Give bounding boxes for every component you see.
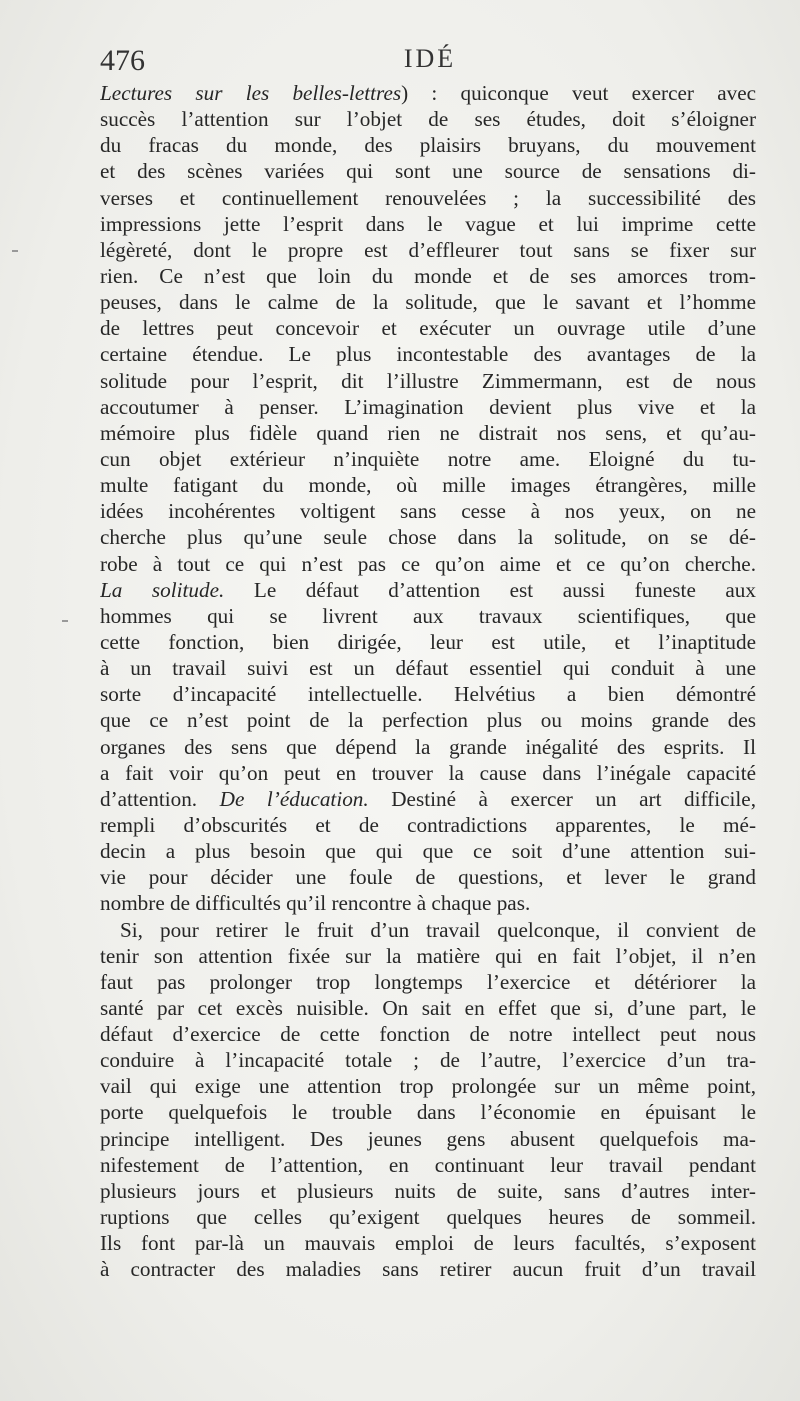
- text-line: [100, 106, 756, 132]
- text-line: [100, 446, 756, 472]
- italic-citation: De l’éducation.: [219, 786, 369, 811]
- text-segment: d’attention.: [100, 786, 220, 811]
- text-line: [100, 995, 756, 1021]
- text-segment: vail qui exige une attention trop prolongée sur un même point,: [100, 1074, 756, 1099]
- text-line: [100, 420, 756, 446]
- text-line: [100, 1256, 756, 1282]
- text-line: [100, 368, 756, 394]
- text-segment: nifestement de l’attention, en continuant leur travail pendant: [100, 1152, 756, 1177]
- text-segment: Ils font par-là un mauvais emploi de leurs facultés, s’exposent: [100, 1231, 756, 1256]
- text-segment: légèreté, dont le propre est d’effleurer tout sans se fixer sur: [100, 237, 756, 262]
- text-line: [100, 263, 756, 289]
- text-line: [100, 838, 756, 864]
- text-line: [100, 969, 756, 995]
- text-line: [100, 80, 756, 106]
- text-segment: organes des sens que dépend la grande inégalité des esprits. Il: [100, 734, 756, 759]
- text-segment: hommes qui se livrent aux travaux scientifiques, que: [100, 603, 756, 628]
- text-line: [100, 734, 756, 760]
- text-line: [100, 707, 756, 733]
- text-line: [100, 394, 756, 420]
- text-segment: à un travail suivi est un défaut essentiel qui conduit à une: [100, 656, 756, 681]
- text-line: [100, 812, 756, 838]
- italic-citation: Lectures sur les belles-lettres: [100, 81, 402, 105]
- text-segment: que ce n’est point de la perfection plus ou moins grande des: [100, 708, 756, 733]
- text-segment: défaut d’exercice de cette fonction de notre intellect peut nous: [100, 1022, 756, 1047]
- text-line: [100, 498, 756, 524]
- text-segment: solitude pour l’esprit, dit l’illustre Zimmermann, est de nous: [100, 368, 756, 393]
- text-segment: mémoire plus fidèle quand rien ne distrait nos sens, et qu’au-: [100, 420, 756, 445]
- text-segment: ruptions que celles qu’exigent quelques heures de sommeil.: [100, 1205, 756, 1230]
- text-segment: porte quelquefois le trouble dans l’économie en épuisant le: [100, 1100, 756, 1125]
- text-segment: sorte d’incapacité intellectuelle. Helvétius a bien démontré: [100, 682, 756, 707]
- text-segment: plusieurs jours et plusieurs nuits de suite, sans d’autres inter-: [100, 1178, 756, 1203]
- text-segment: impressions jette l’esprit dans le vague et lui imprime cette: [100, 211, 756, 236]
- text-line: [100, 1021, 756, 1047]
- text-segment: cette fonction, bien dirigée, leur est utile, et l’inaptitude: [100, 629, 756, 654]
- text-line: [100, 890, 756, 916]
- text-segment: Si, pour retirer le fruit d’un travail quelconque, il convient de: [120, 917, 756, 942]
- text-segment: du fracas du monde, des plaisirs bruyans, du mouvement: [100, 133, 756, 158]
- text-line: [100, 917, 756, 943]
- running-head: IDÉ: [403, 44, 457, 73]
- text-line: [100, 341, 756, 367]
- text-line: [100, 629, 756, 655]
- text-segment: succès l’attention sur l’objet de ses études, doit s’éloigner: [100, 107, 756, 132]
- text-segment: tenir son attention fixée sur la matière qui en fait l’objet, il n’en: [100, 943, 756, 968]
- text-line: [100, 577, 756, 603]
- text-segment: principe intelligent. Des jeunes gens abusent quelquefois ma-: [100, 1126, 756, 1151]
- text-line: [100, 1126, 756, 1152]
- text-line: [100, 211, 756, 237]
- text-line: [100, 158, 756, 184]
- body-text: [100, 80, 756, 1282]
- text-segment: santé par cet excès nuisible. On sait en effet que si, d’une part, le: [100, 995, 756, 1020]
- text-segment: rempli d’obscurités et de contradictions apparentes, le mé-: [100, 812, 756, 837]
- text-segment: Le défaut d’attention est aussi funeste aux: [224, 577, 756, 602]
- text-line: [100, 472, 756, 498]
- text-line: [100, 315, 756, 341]
- text-segment: à contracter des maladies sans retirer aucun fruit d’un travail: [100, 1257, 756, 1282]
- text-line: [100, 524, 756, 550]
- text-line: [100, 1230, 756, 1256]
- text-line: [100, 943, 756, 969]
- text-segment: Destiné à exercer un art difficile,: [368, 786, 756, 811]
- text-line: [100, 603, 756, 629]
- text-line: [100, 1099, 756, 1125]
- text-line: [100, 1073, 756, 1099]
- text-segment: a fait voir qu’on peut en trouver la cause dans l’inégale capacité: [100, 760, 756, 785]
- text-segment: decin a plus besoin que qui que ce soit d’une attention sui-: [100, 839, 756, 864]
- text-line: [100, 1152, 756, 1178]
- text-line: [100, 1047, 756, 1073]
- text-line: [100, 185, 756, 211]
- text-line: [100, 237, 756, 263]
- text-line: [100, 551, 756, 577]
- page-header: [100, 44, 760, 84]
- italic-citation: La solitude.: [100, 577, 225, 602]
- margin-mark: [62, 620, 68, 622]
- text-segment: certaine étendue. Le plus incontestable des avantages de la: [100, 342, 756, 367]
- text-segment: peuses, dans le calme de la solitude, que le savant et l’homme: [100, 290, 756, 315]
- margin-mark: [12, 250, 18, 252]
- text-line: [100, 1204, 756, 1230]
- text-segment: cherche plus qu’une seule chose dans la solitude, on se dé-: [100, 525, 756, 550]
- text-line: [100, 1178, 756, 1204]
- text-segment: multe fatigant du monde, où mille images étrangères, mille: [100, 473, 756, 498]
- text-line: [100, 132, 756, 158]
- text-line: [100, 655, 756, 681]
- text-segment: robe à tout ce qui n’est pas ce qu’on aime et ce qu’on cherche.: [100, 551, 756, 576]
- text-segment: de lettres peut concevoir et exécuter un ouvrage utile d’une: [100, 316, 756, 341]
- text-segment: et des scènes variées qui sont une source de sensations di-: [100, 159, 756, 184]
- text-segment: cun objet extérieur n’inquiète notre ame. Eloigné du tu-: [100, 446, 756, 471]
- text-segment: verses et continuellement renouvelées ; la successibilité des: [100, 185, 756, 210]
- text-line: [100, 786, 756, 812]
- text-segment: ) : quiconque veut exercer avec: [401, 81, 756, 105]
- page-number: 476: [100, 44, 145, 77]
- text-segment: idées incohérentes voltigent sans cesse à nos yeux, on ne: [100, 499, 756, 524]
- text-segment: nombre de difficultés qu’il rencontre à chaque pas.: [100, 891, 531, 916]
- text-segment: conduire à l’incapacité totale ; de l’autre, l’exercice d’un tra-: [100, 1048, 756, 1073]
- text-line: [100, 681, 756, 707]
- text-line: [100, 289, 756, 315]
- text-segment: vie pour décider une foule de questions, et lever le grand: [100, 865, 756, 890]
- text-line: [100, 864, 756, 890]
- text-segment: accoutumer à penser. L’imagination devient plus vive et la: [100, 394, 756, 419]
- text-segment: faut pas prolonger trop longtemps l’exercice et détériorer la: [100, 969, 756, 994]
- text-segment: rien. Ce n’est que loin du monde et de ses amorces trom-: [100, 263, 756, 288]
- text-line: [100, 760, 756, 786]
